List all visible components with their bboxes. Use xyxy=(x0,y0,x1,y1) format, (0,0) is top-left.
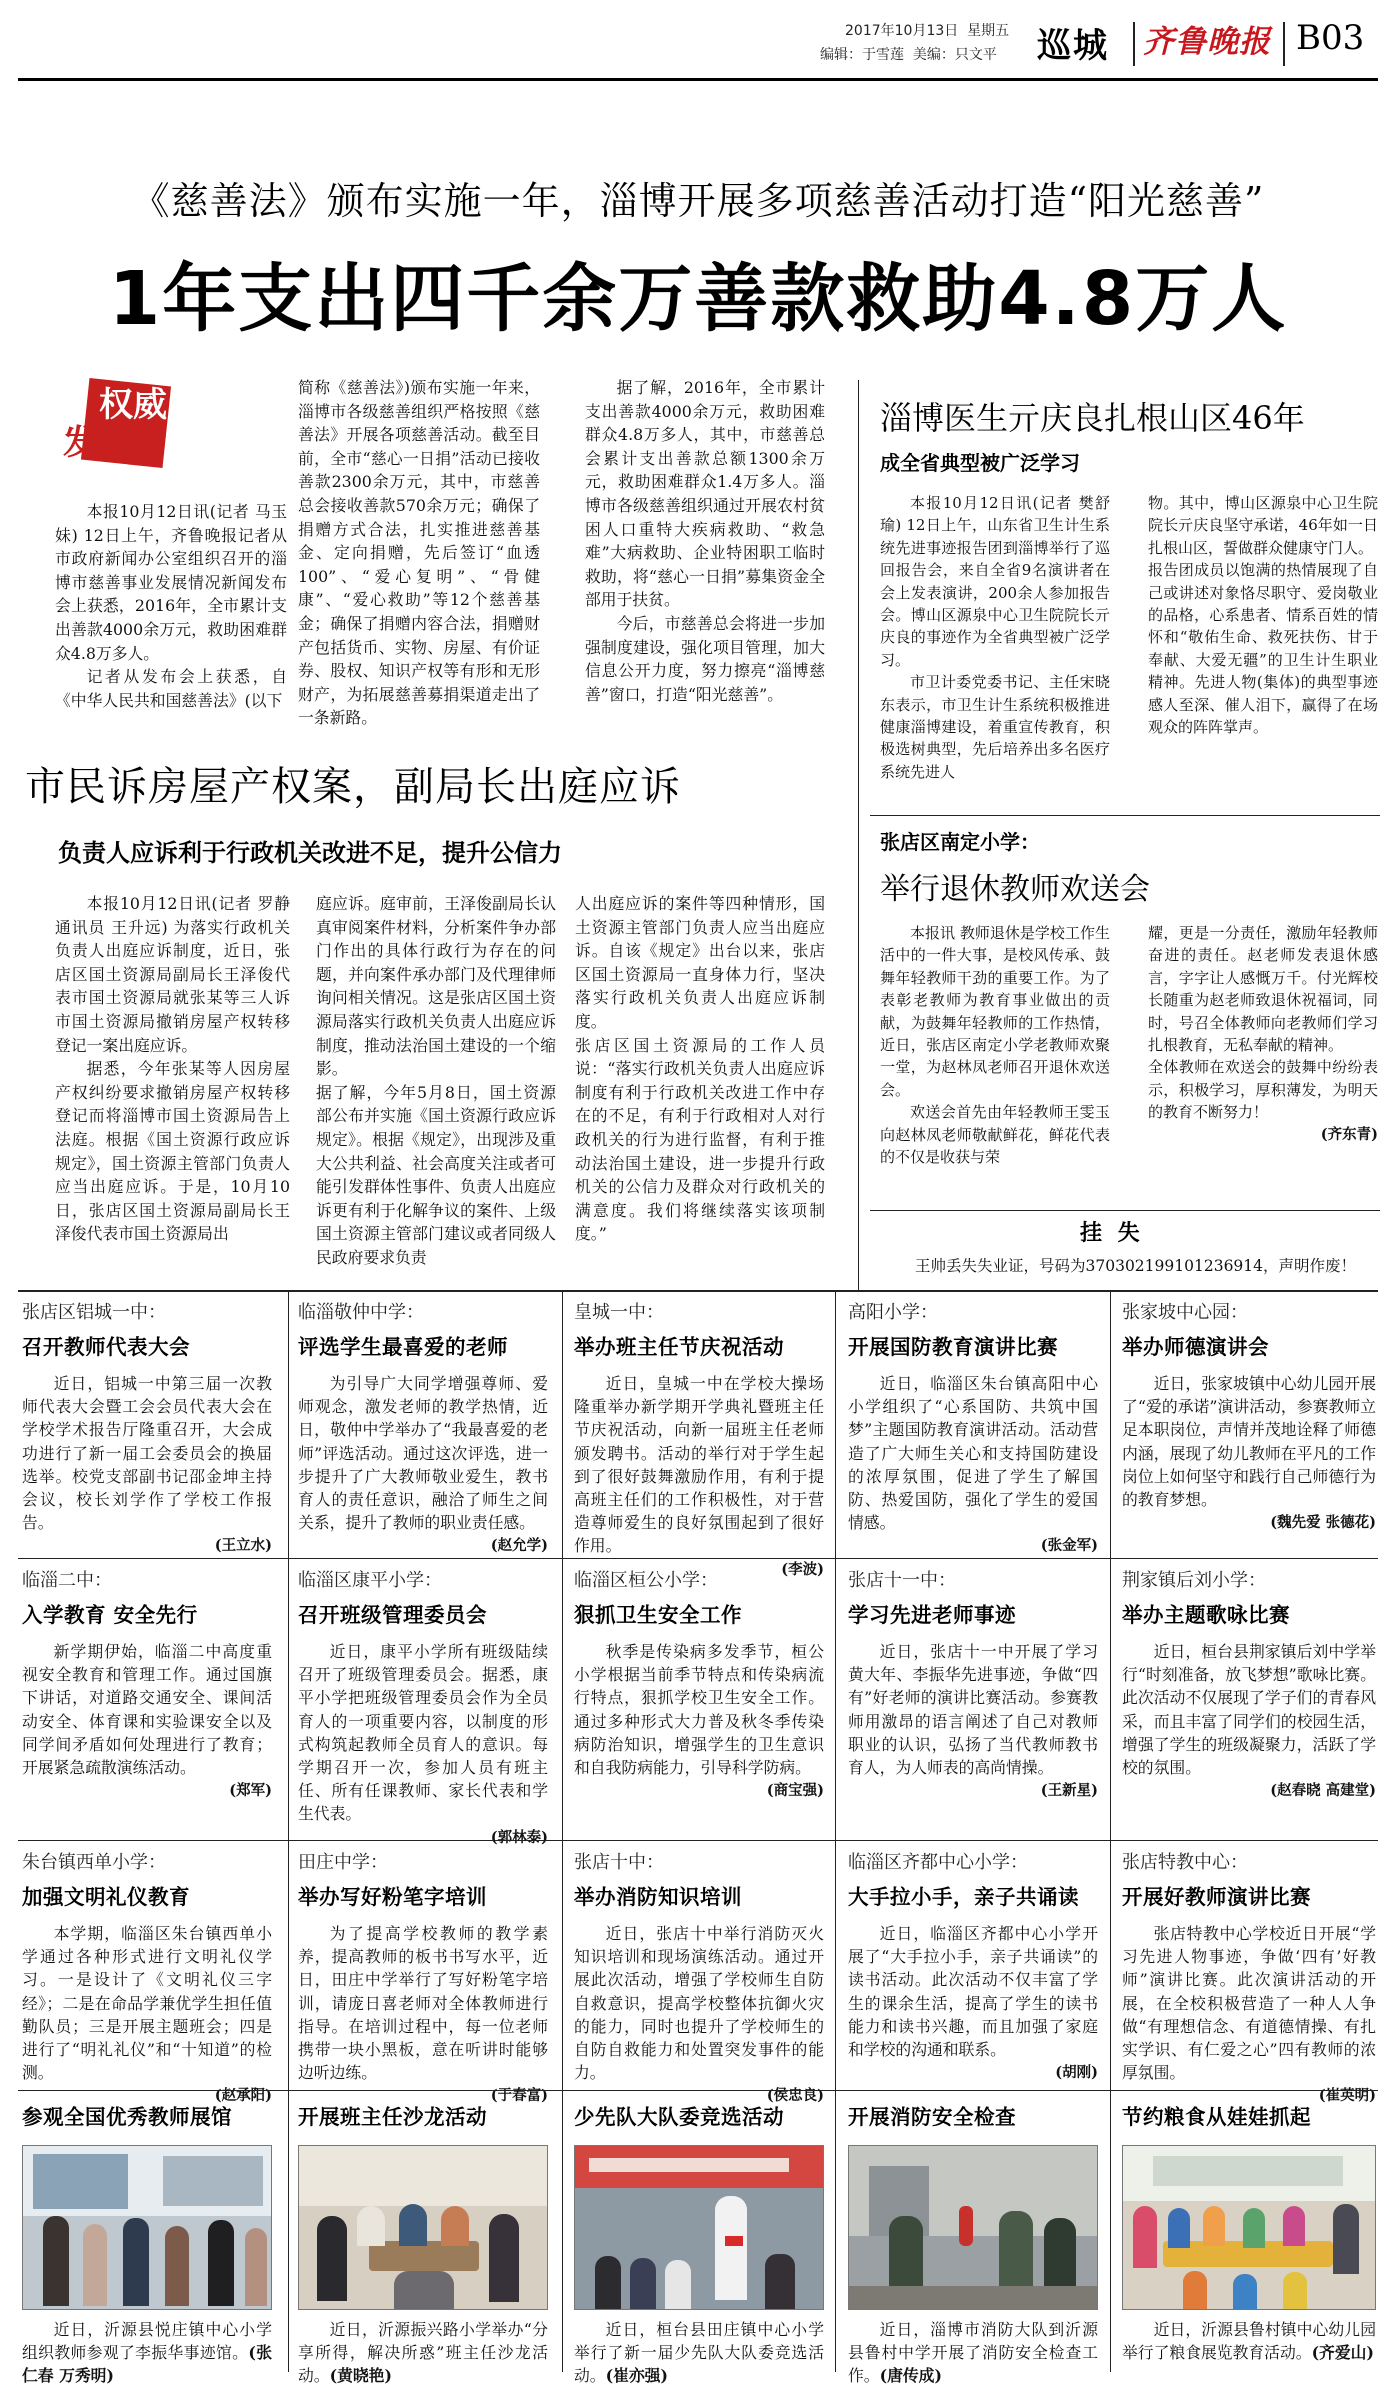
news-item xyxy=(1122,1566,1376,1802)
news-item xyxy=(848,1298,1098,1558)
court-paragraph: 张店区国土资源局的工作人员说：“落实行政机关负责人出庭应诉制度有利于行政机关改进工作中存在的不足，有利于行政相对人对行政机关的行为进行监督，有利于推动法治国土建设，进一步提升行政机关的公信力及群众对行政机关的满意度。我们将继续落实该项制度。” xyxy=(575,1035,825,1244)
photo-signature: (黄晓艳) xyxy=(329,2366,392,2386)
lead-headline: 1年支出四千余万善款救助4.8万人 xyxy=(108,256,1288,342)
photo-caption xyxy=(848,2318,1098,2388)
photo-caption-text: 近日，沂源县鲁村镇中心幼儿园举行了粮食展览教育活动。 xyxy=(1122,2320,1376,2363)
row-rule xyxy=(18,1840,1378,1841)
issue-date-line xyxy=(845,20,1009,40)
lead-col-1 xyxy=(55,500,287,712)
court-paragraph: 人出庭应诉的案件等四种情形，国土资源主管部门负责人应当出庭应诉。自该《规定》出台以来，张店区国土资源局一直身体力行，坚决落实行政机关负责人出庭应诉制度。 xyxy=(575,894,825,1031)
news-school: 荆家镇后刘小学： xyxy=(1122,1570,1266,1591)
news-text: 张店特教中心学校近日开展“学习先进人物事迹，争做‘四有’好教师”演讲比赛。此次演讲活动的开展，在全校积极营造了一种人人争做“有理想信念、有道德情操、有扎实学识、有仁爱之心”四有教师的浓厚氛围。 xyxy=(1122,1924,1376,2083)
news-item xyxy=(848,1566,1098,1802)
photo-caption-text: 近日，淄博市消防大队到沂源县鲁村中学开展了消防安全检查工作。 xyxy=(848,2320,1098,2386)
authority-stamp xyxy=(55,380,173,480)
issue-date: 2017年10月13日 xyxy=(845,23,959,39)
news-signature: (崔英明) xyxy=(1318,2087,1376,2105)
news-signature: (魏先爱 张德花) xyxy=(1270,1514,1376,1532)
teacher-school: 张店区南定小学： xyxy=(880,830,1040,854)
news-school: 临淄二中： xyxy=(22,1570,112,1591)
news-school: 朱台镇西单小学： xyxy=(22,1852,166,1873)
news-school: 临淄敬仲中学： xyxy=(298,1302,424,1323)
news-text: 近日，皇城一中在学校大操场隆重举办新学期开学典礼暨班主任节庆祝活动，向新一届班主任老师颁发聘书。活动的举行对于学生起到了很好鼓舞激励作用，有利于提高班主任们的工作积极性，对于营造尊师爱生的良好氛围起到了很好作用。 xyxy=(574,1374,824,1556)
photo-teacher-exhibit xyxy=(22,2145,272,2310)
news-signature: (李波) xyxy=(781,1560,824,1578)
photo-caption xyxy=(298,2318,548,2388)
column-divider xyxy=(288,1292,289,2372)
news-school: 张店十一中： xyxy=(848,1570,956,1591)
news-title: 学习先进老师事迹 xyxy=(848,1603,1016,1627)
designer-credit: 美编：只文平 xyxy=(912,47,997,63)
news-text: 近日，康平小学所有班级陆续召开了班级管理委员会。据悉，康平小学把班级管理委员会作为全员育人的一项重要内容，以制度的形式构筑起教师全员育人的意识。每学期召开一次，参加人员有班主任、所有任课教师、家长代表和学生代表。 xyxy=(298,1642,548,1824)
news-school: 张店区铝城一中： xyxy=(22,1302,166,1323)
news-text: 近日，铝城一中第三届一次教师代表大会暨工会会员代表大会在学校学术报告厅隆重召开，大会成功进行了新一届工会委员会的换届选举。校党支部副书记邵金坤主持会议，校长刘学作了学校工作报告。 xyxy=(22,1374,272,1533)
news-text: 为引导广大同学增强尊师、爱师观念，激发老师的教学热情，近日，敬仲中学举办了“我最喜爱的老师”评选活动。通过这次评选，进一步提升了广大教师敬业爱生，教书育人的责任意识，融洽了师生之间关系，提升了教师的职业责任感。 xyxy=(298,1374,548,1533)
lost-notice-title: 挂 失 xyxy=(1080,1221,1144,1246)
news-item xyxy=(848,1848,1098,2084)
news-title: 评选学生最喜爱的老师 xyxy=(298,1335,508,1359)
news-item xyxy=(574,1298,824,1581)
teacher-paragraph: 本报讯 教师退休是学校工作生活中的一件大事，是校风传承、鼓舞年轻教师干劲的重要工作。为了表彰老教师为教育事业做出的贡献，为鼓舞年轻教师的工作热情，近日，张店区南定小学老教师欢聚一堂，为赵林凤老师召开退休欢送会。 xyxy=(880,924,1110,1099)
photo-caption-text: 近日，桓台县田庄镇中心小学举行了新一届少先队大队委竞选活动。 xyxy=(574,2320,824,2386)
news-school: 皇城一中： xyxy=(574,1302,664,1323)
editor-credit: 编辑：于雪莲 xyxy=(820,47,904,63)
teacher-paragraph: 全体教师在欢送会的鼓舞中纷纷表示，积极学习，厚积薄发，为明天的教育不断努力！ xyxy=(1148,1058,1378,1122)
news-item xyxy=(298,1848,548,2108)
photo-caption xyxy=(1122,2318,1376,2364)
news-signature: (赵承阳) xyxy=(214,2087,272,2105)
news-item xyxy=(298,1298,548,1558)
news-text: 本学期，临淄区朱台镇西单小学通过各种形式进行文明礼仪学习。一是设计了《文明礼仪三字经》；二是在命品学兼优学生担任值勤队员；三是开展主题班会；四是进行了“明礼礼仪”和“十知道”的检测。 xyxy=(22,1924,272,2083)
photo-item xyxy=(848,2100,1098,2140)
news-title: 开展国防教育演讲比赛 xyxy=(848,1335,1058,1359)
photo-title: 少先队大队委竞选活动 xyxy=(574,2105,784,2129)
row-rule xyxy=(18,2090,1378,2091)
court-paragraph: 据悉，今年张某等人因房屋产权纠纷要求撤销房屋产权转移登记而将淄博市国土资源局告上法庭。根据《国土资源行政应诉规定》，国土资源主管部门负责人应当出庭应诉。于是，10月10日，张店区国土资源局副局长王泽俊代表市国土资源局出 xyxy=(55,1059,290,1244)
lead-col-3 xyxy=(585,376,825,706)
news-title: 召开班级管理委员会 xyxy=(298,1603,487,1627)
masthead-divider xyxy=(1133,22,1135,66)
court-col-1 xyxy=(55,892,290,1246)
lead-paragraph: 据了解，2016年，全市累计支出善款4000余万元，救助困难群众4.8万多人，其中，市慈善总会累计支出善款总额1300余万元，救助困难群众1.4万多人。淄博市各级慈善组织通过开展农村贫困人口重特大疾病救助、“救急难”大病救助、企业特困职工临时救助，将“慈心一日捐”募集资金全部用于扶贫。 xyxy=(585,378,825,610)
section-rule xyxy=(870,815,1380,816)
news-text: 近日，桓台县荆家镇后刘中学举行“时刻准备，放飞梦想”歌咏比赛。此次活动不仅展现了学子们的青春风采，而且丰富了同学们的校园生活，增强了学生的班级凝聚力，活跃了学校的氛围。 xyxy=(1122,1642,1376,1778)
teacher-paragraph: 欢送会首先由年轻教师王雯玉向赵林凤老师敬献鲜花，鲜花代表的不仅是收获与荣 xyxy=(880,1103,1110,1167)
photo-item xyxy=(22,2100,272,2140)
photo-signature: (崔亦强) xyxy=(605,2366,668,2386)
news-text: 近日，张家坡镇中心幼儿园开展了“爱的承诺”演讲活动，参赛教师立足本职岗位，声情并茂地诠释了师德内涵，展现了幼儿教师在平凡的工作岗位上如何坚守和践行自己师德行为的教育梦想。 xyxy=(1122,1374,1376,1510)
doctor-paragraph: 市卫计委党委书记、主任宋晓东表示，市卫生计生系统积极推进健康淄博建设，着重宣传教育，积极选树典型，先后培养出多名医疗系统先进人 xyxy=(880,673,1110,781)
row-rule xyxy=(18,1558,1378,1559)
news-text: 近日，张店十中举行消防灭火知识培训和现场演练活动。通过开展此次活动，增强了学校师生自防自救意识，提高学校整体抗御火灾的能力，同时也提升了学校师生的自防自救能力和处置突发事件的能力。 xyxy=(574,1924,824,2083)
teacher-col-2 xyxy=(1148,922,1378,1146)
photo-item xyxy=(574,2100,824,2140)
paper-logo: 齐鲁晚报 xyxy=(1143,24,1271,60)
court-subhead: 负责人应诉利于行政机关改进不足，提升公信力 xyxy=(58,839,562,867)
photo-title: 节约粮食从娃娃抓起 xyxy=(1122,2105,1311,2129)
section-rule xyxy=(18,1290,1378,1292)
news-title: 举办班主任节庆祝活动 xyxy=(574,1335,784,1359)
court-paragraph: 庭应诉。庭审前，王泽俊副局长认真审阅案件材料，分析案件争办部门作出的具体行政行为存在的问题，并向案件承办部门及代理律师询问相关情况。这是张店区国土资源局落实行政机关负责人出庭应诉制度，推动法治国土建设的一个缩影。 xyxy=(316,894,556,1079)
news-title: 大手拉小手，亲子共诵读 xyxy=(848,1885,1079,1909)
photo-item xyxy=(298,2100,548,2140)
doctor-paragraph: 本报10月12日讯(记者 樊舒瑜) 12日上午，山东省卫生计生系统先进事迹报告团到淄博举行了巡回报告会，来自全省9名演讲者在会上发表演讲，200余人参加报告会。博山区源泉中心卫生院院长亓庆良的事迹作为全省典型被广泛学习。 xyxy=(880,494,1110,669)
court-headline: 市民诉房屋产权案，副局长出庭应诉 xyxy=(25,764,681,810)
news-signature: (商宝强) xyxy=(766,1782,824,1800)
news-title: 举办主题歌咏比赛 xyxy=(1122,1603,1290,1627)
doctor-paragraph: 报告团成员以饱满的热情展现了自己或讲述对象恪尽职守、爱岗敬业的品格，心系患者、情系百姓的情怀和“敬佑生命、救死扶伤、甘于奉献、大爱无疆”的卫生计生职业精神。先进人物(集体)的典型事迹感人至深、催人泪下，赢得了在场观众的阵阵掌声。 xyxy=(1148,561,1378,737)
news-signature: (于春富) xyxy=(490,2087,548,2105)
news-text: 近日，临淄区齐都中心小学开展了“大手拉小手，亲子共诵读”的读书活动。此次活动不仅丰富了学生的课余生活，提高了学生的读书能力和读书兴趣，而且加强了家庭和学校的沟通和联系。 xyxy=(848,1924,1098,2060)
photo-food-exhibit xyxy=(1122,2145,1376,2310)
court-paragraph: 据了解，今年5月8日，国土资源部公布并实施《国土资源行政应诉规定》。根据《规定》，出现涉及重大公共利益、社会高度关注或者可能引发群体性事件、负责人出庭应诉更有利于化解争议的案件、上级国土资源主管部门建议或者同级人民政府要求负责 xyxy=(316,1082,556,1267)
lead-kicker: 《慈善法》颁布实施一年，淄博开展多项慈善活动打造“阳光慈善” xyxy=(131,179,1265,223)
news-school: 张店特教中心： xyxy=(1122,1852,1248,1873)
masthead-divider-2 xyxy=(1283,22,1285,66)
news-text: 新学期伊始，临淄二中高度重视安全教育和管理工作。通过国旗下讲话，对道路交通安全、课间活动安全、体育课和实验课安全以及同学间矛盾如何处理进行了教育；开展紧急疏散演练活动。 xyxy=(22,1642,272,1778)
news-text: 近日，张店十一中开展了学习黄大年、李振华先进事迹，争做“四有”好老师的演讲比赛活动。参赛教师用激昂的语言阐述了自己对教师职业的认识，弘扬了当代教师教书育人，为人师表的高尚情操。 xyxy=(848,1642,1098,1778)
news-signature: (侯忠良) xyxy=(766,2087,824,2105)
editor-line xyxy=(820,44,997,64)
photo-item xyxy=(1122,2100,1376,2140)
news-signature: (郭林泰) xyxy=(490,1828,548,1846)
section-rule xyxy=(870,1210,1380,1211)
court-col-2 xyxy=(316,892,556,1270)
photo-signature: (唐传成) xyxy=(879,2366,942,2386)
column-divider xyxy=(1110,1292,1111,2372)
news-school: 田庄中学： xyxy=(298,1852,388,1873)
news-text: 为了提高学校教师的教学素养，提高教师的板书书写水平，近日，田庄中学举行了写好粉笔字培训，请庞日喜老师对全体教师进行指导。在培训过程中，每一位老师携带一块小黑板，意在听讲时能够边听边练。 xyxy=(298,1924,548,2083)
photo-teacher-salon xyxy=(298,2145,548,2310)
photo-pioneer-election xyxy=(574,2145,824,2310)
column-divider xyxy=(858,380,859,1290)
news-title: 举办师德演讲会 xyxy=(1122,1335,1269,1359)
news-item xyxy=(574,1848,824,2108)
news-title: 入学教育 安全先行 xyxy=(22,1603,198,1627)
lead-paragraph: 记者从发布会上获悉，自《中华人民共和国慈善法》(以下 xyxy=(55,667,287,710)
news-item xyxy=(1122,1848,1376,2108)
news-text: 近日，临淄区朱台镇高阳中心小学组织了“心系国防、共筑中国梦”主题国防教育演讲活动。活动营造了广大师生关心和支持国防建设的浓厚氛围，促进了学生了解国防、热爱国防，强化了学生的爱国情感。 xyxy=(848,1374,1098,1533)
teacher-headline: 举行退休教师欢送会 xyxy=(880,872,1150,907)
news-school: 张店十中： xyxy=(574,1852,664,1873)
news-title: 开展好教师演讲比赛 xyxy=(1122,1885,1311,1909)
news-signature: (王立水) xyxy=(214,1537,272,1555)
teacher-paragraph: 耀，更是一分责任，激励年轻教师奋进的责任。赵老师发表退休感言，字字让人感慨万千。付光辉校长随重为赵老师致退休祝福词，同时，号召全体教师向老教师们学习扎根教育，无私奉献的精神。 xyxy=(1148,924,1378,1055)
news-signature: (赵春晓 高建堂) xyxy=(1270,1782,1376,1800)
doctor-col-1 xyxy=(880,492,1110,783)
news-signature: (张金军) xyxy=(1040,1537,1098,1555)
news-signature: (胡刚) xyxy=(1055,2064,1098,2082)
news-school: 临淄区康平小学： xyxy=(298,1570,442,1591)
news-item xyxy=(22,1566,272,1802)
photo-caption-text: 近日，沂源县悦庄镇中心小学组织教师参观了李振华事迹馆。 xyxy=(22,2320,272,2363)
doctor-headline: 淄博医生亓庆良扎根山区46年 xyxy=(880,399,1305,437)
news-item xyxy=(22,1298,272,1558)
photo-title: 参观全国优秀教师展馆 xyxy=(22,2105,232,2129)
stamp-text-1: 权威 xyxy=(99,385,167,425)
news-school: 临淄区桓公小学： xyxy=(574,1570,718,1591)
photo-title: 开展班主任沙龙活动 xyxy=(298,2105,487,2129)
photo-caption xyxy=(574,2318,824,2388)
news-title: 召开教师代表大会 xyxy=(22,1335,190,1359)
teacher-col-1 xyxy=(880,922,1110,1168)
photo-caption-text: 近日，沂源振兴路小学举办“分享所得，解决所惑”班主任沙龙活动。 xyxy=(298,2320,548,2386)
news-school: 临淄区齐都中心小学： xyxy=(848,1852,1028,1873)
court-paragraph: 本报10月12日讯(记者 罗静 通讯员 王升远) 为落实行政机关负责人出庭应诉制度，近日，张店区国土资源局副局长王泽俊代表市国土资源局就张某等三人诉市国土资源局撤销房屋产权转移登记一案出庭应诉。 xyxy=(55,894,290,1055)
news-item xyxy=(298,1566,548,1849)
lead-paragraph: 简称《慈善法》)颁布实施一年来，淄博市各级慈善组织严格按照《慈善法》开展各项慈善活动。截至目前，全市“慈心一日捐”活动已接收善款2300余万元，其中，市慈善总会接收善款570余万元；确保了捐赠方式合法，扎实推进慈善基金、定向捐赠，先后签订“血透100”、“爱心复明”、“骨健康”、“爱心救助”等12个慈善基金；确保了捐赠内容合法，捐赠财产包括货币、实物、房屋、有价证券、股权、知识产权等有形和无形财产，为拓展慈善募捐渠道走出了一条新路。 xyxy=(298,378,540,728)
news-signature: (郑军) xyxy=(229,1782,272,1800)
photo-signature: (齐爱山) xyxy=(1311,2343,1374,2363)
news-item xyxy=(574,1566,824,1802)
photo-title: 开展消防安全检查 xyxy=(848,2105,1016,2129)
masthead-rule xyxy=(18,78,1378,81)
section-name: 巡城 xyxy=(1037,26,1109,66)
column-divider xyxy=(835,1292,836,2372)
stamp-text-2: 发布 xyxy=(63,423,131,463)
lost-notice-text: 王帅丢失失业证，号码为370302199101236914，声明作废！ xyxy=(915,1257,1357,1275)
lead-col-2 xyxy=(298,376,540,730)
news-signature: (王新星) xyxy=(1040,1782,1098,1800)
news-title: 加强文明礼仪教育 xyxy=(22,1885,190,1909)
news-text: 秋季是传染病多发季节，桓公小学根据当前季节特点和传染病流行特点，狠抓学校卫生安全工作。通过多种形式大力普及秋冬季传染病防治知识，增强学生的卫生意识和自我防病能力，引导科学防病。 xyxy=(574,1642,824,1778)
news-signature: (赵允学) xyxy=(490,1537,548,1555)
news-school: 张家坡中心园： xyxy=(1122,1302,1248,1323)
photo-caption xyxy=(22,2318,272,2388)
news-title: 举办写好粉笔字培训 xyxy=(298,1885,487,1909)
news-item xyxy=(22,1848,272,2108)
news-title: 举办消防知识培训 xyxy=(574,1885,742,1909)
doctor-subhead: 成全省典型被广泛学习 xyxy=(880,451,1080,475)
lead-paragraph: 今后，市慈善总会将进一步加强制度建设，强化项目管理，加大信息公开力度，努力擦亮“淄博慈善”窗口，打造“阳光慈善”。 xyxy=(585,613,825,704)
teacher-signature: (齐东青) xyxy=(1320,1125,1378,1143)
page-number: B03 xyxy=(1296,18,1365,58)
court-col-3 xyxy=(575,892,825,1246)
photo-signature: (张仁春 万秀明) xyxy=(22,2343,272,2386)
news-school: 高阳小学： xyxy=(848,1302,938,1323)
news-title: 狠抓卫生安全工作 xyxy=(574,1603,742,1627)
doctor-paragraph: 物。其中，博山区源泉中心卫生院院长亓庆良坚守承诺，46年如一日扎根山区，誓做群众健康守门人。 xyxy=(1148,494,1378,557)
issue-weekday: 星期五 xyxy=(967,23,1010,39)
column-divider xyxy=(562,1292,563,2372)
news-item xyxy=(1122,1298,1376,1534)
doctor-col-2 xyxy=(1148,492,1378,738)
lead-paragraph: 本报10月12日讯(记者 马玉妹) 12日上午，齐鲁晚报记者从市政府新闻办公室组织召开的淄博市慈善事业发展情况新闻发布会上获悉，2016年，全市累计支出善款4000余万元，救助困难群众4.8万多人。 xyxy=(55,502,287,663)
photo-fire-inspection xyxy=(848,2145,1098,2310)
